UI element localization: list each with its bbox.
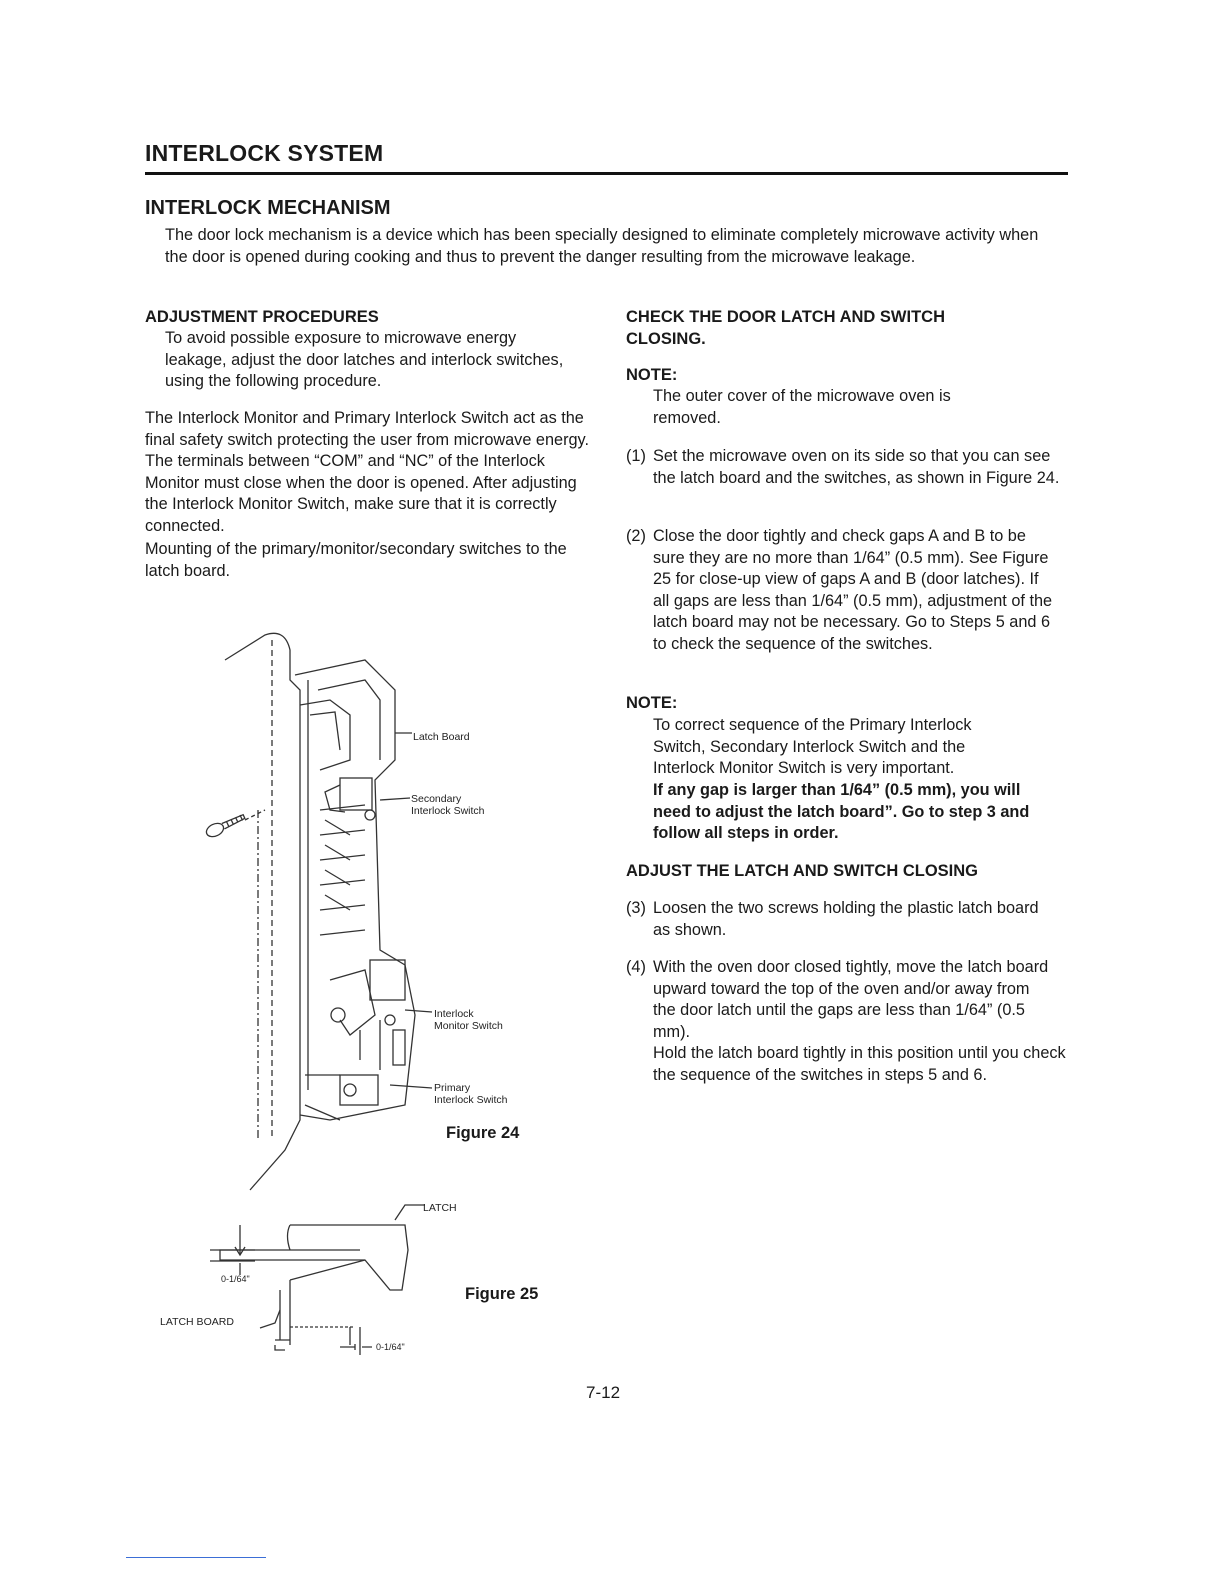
- note2-text: To correct sequence of the Primary Interlock Switch, Secondary Interlock Switch and the Interlock Monitor Switch is very important.: [653, 716, 972, 778]
- gap-a-callout: 0-1/64": [221, 1274, 250, 1284]
- step3-number: (3): [626, 899, 646, 917]
- latch-board-fig25-callout: LATCH BOARD: [160, 1316, 234, 1328]
- page-number: 7-12: [586, 1383, 621, 1402]
- check-heading: CHECK THE DOOR LATCH AND SWITCH CLOSING.: [626, 308, 945, 348]
- secondary-switch-callout-1: Secondary: [411, 793, 462, 805]
- intro-paragraph: The door lock mechanism is a device which has been specially designed to eliminate completely microwave activity when the door is opened during cooking and thus to prevent the danger resulting from the microwave leakage.: [165, 226, 1039, 266]
- secondary-switch-callout-2: Interlock Switch: [411, 805, 485, 817]
- step4-number: (4): [626, 958, 646, 976]
- footer-link-underline: [126, 1557, 266, 1558]
- title-divider: [145, 172, 1068, 175]
- latch-callout: LATCH: [423, 1202, 457, 1214]
- figure-25-label: Figure 25: [465, 1285, 539, 1303]
- step4-text: With the oven door closed tightly, move the latch board upward toward the top of the oven and/or away from the door latch until the gaps are less than 1/64” (0.5 mm).: [653, 958, 1049, 1041]
- step2-number: (2): [626, 527, 646, 545]
- step1-text: Set the microwave oven on its side so that you can see the latch board and the switches, as shown in Figure 24.: [653, 447, 1060, 487]
- latch-board-callout: Latch Board: [413, 731, 470, 743]
- monitor-switch-callout-2: Monitor Switch: [434, 1020, 503, 1032]
- page-title: INTERLOCK SYSTEM: [145, 140, 384, 166]
- figure-24-diagram: [190, 620, 550, 1200]
- figure-24-label: Figure 24: [446, 1124, 520, 1142]
- step1-number: (1): [626, 447, 646, 465]
- note1-text: The outer cover of the microwave oven is removed.: [653, 387, 951, 427]
- step3-text: Loosen the two screws holding the plastic latch board as shown.: [653, 899, 1039, 939]
- section-title: INTERLOCK MECHANISM: [145, 197, 391, 219]
- note2-heading: NOTE:: [626, 694, 678, 712]
- adjustment-text: To avoid possible exposure to microwave energy leakage, adjust the door latches and interlock switches, using the following procedure.: [165, 329, 564, 391]
- note1-heading: NOTE:: [626, 366, 678, 384]
- monitor-switch-callout-1: Interlock: [434, 1008, 474, 1020]
- primary-switch-callout-1: Primary: [434, 1082, 471, 1094]
- step4-text-continued: Hold the latch board tightly in this position until you check the sequence of the switches in steps 5 and 6.: [653, 1044, 1066, 1084]
- gap-b-callout: 0-1/64": [376, 1342, 405, 1352]
- adjustment-heading: ADJUSTMENT PROCEDURES: [145, 308, 379, 326]
- monitor-paragraph: The Interlock Monitor and Primary Interlock Switch act as the final safety switch protecting the user from microwave energy. The terminals between “COM” and “NC” of the Interlock Monitor must close when the door is opened. After adjusting the Interlock Monitor Switch, make sure that it is correctly connected.: [145, 409, 589, 535]
- figure-25-diagram: [150, 1195, 470, 1370]
- primary-switch-callout-2: Interlock Switch: [434, 1094, 508, 1106]
- adjust-heading: ADJUST THE LATCH AND SWITCH CLOSING: [626, 862, 978, 880]
- note2-warning: If any gap is larger than 1/64” (0.5 mm), you will need to adjust the latch board”. Go to step 3 and follow all steps in order.: [653, 781, 1030, 843]
- mounting-paragraph: Mounting of the primary/monitor/secondary switches to the latch board.: [145, 540, 567, 580]
- step2-text: Close the door tightly and check gaps A and B to be sure they are no more than 1/64” (0.5 mm). See Figure 25 for close-up view of gaps A and B (door latches). If all gaps are less than 1/64” (0.5 mm), adjustment of the latch board may not be necessary. Go to Steps 5 and 6 to check the sequence of the switches.: [653, 527, 1053, 653]
